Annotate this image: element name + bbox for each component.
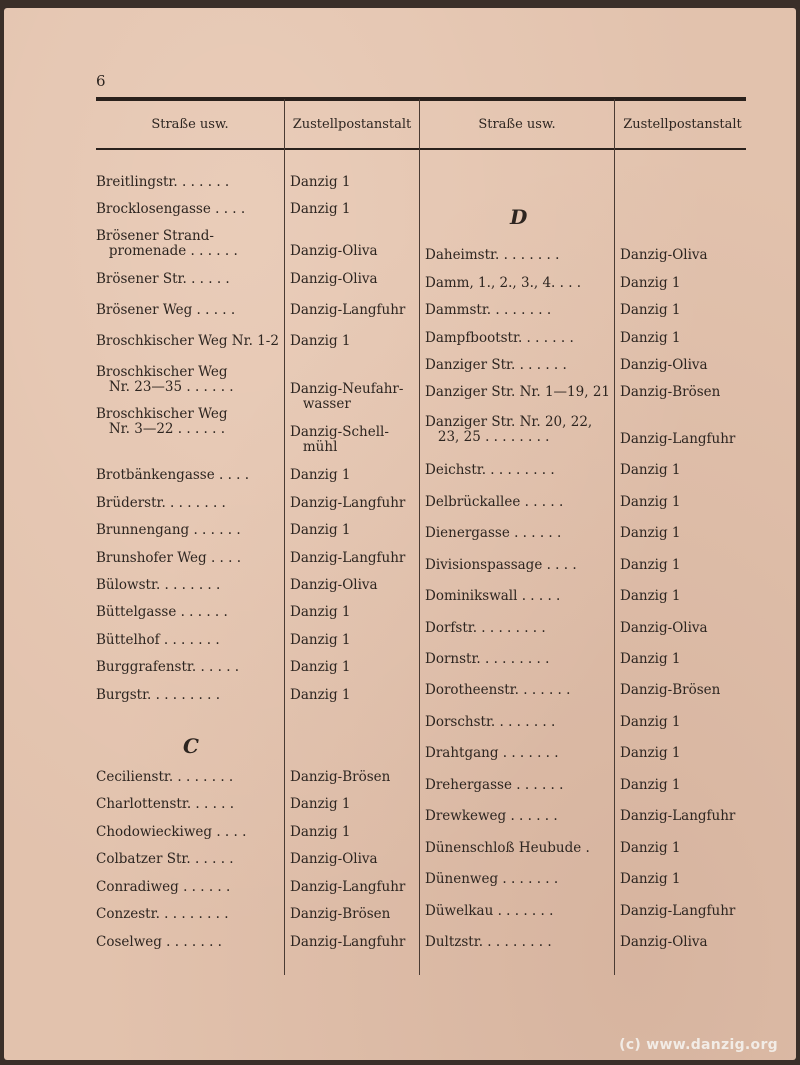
table-row-street: Dammstr. . . . . . . . <box>425 302 552 318</box>
table-row-office: Danzig-Oliva <box>290 271 378 287</box>
table-row-office: Danzig 1 <box>290 467 351 483</box>
table-row-office: Danzig-Langfuhr <box>290 879 406 895</box>
table-row-street: Dünenschloß Heubude . <box>425 840 590 856</box>
column-divider <box>614 99 615 975</box>
table-row-office: Danzig 1 <box>620 840 681 856</box>
table-row-office: Danzig 1 <box>290 201 351 217</box>
table-row-street: Brunshofer Weg . . . . <box>96 550 241 566</box>
table-row-office: Danzig 1 <box>290 796 351 812</box>
table-row-office: Danzig 1 <box>620 871 681 887</box>
header-street-right: Straße usw. <box>478 117 556 132</box>
table-row-office: Danzig-Brösen <box>290 769 391 785</box>
table-row-street: Büttelhof . . . . . . . <box>96 632 220 648</box>
table-row-office: Danzig-Oliva <box>290 243 378 259</box>
table-row-office: Danzig 1 <box>620 745 681 761</box>
header-office-right: Zustellpostanstalt <box>623 117 742 132</box>
table-row-office: Danzig-Langfuhr <box>290 302 406 318</box>
table-row-street: Broschkischer Weg Nr. 23—35 . . . . . . <box>96 364 234 395</box>
table-row-street: Chodowieckiweg . . . . <box>96 824 247 840</box>
table-row-office: Danzig-Oliva <box>620 934 708 950</box>
table-row-street: Dornstr. . . . . . . . . <box>425 651 550 667</box>
table-row-street: Daheimstr. . . . . . . . <box>425 247 560 263</box>
table-row-street: Conradiweg . . . . . . <box>96 879 231 895</box>
table-row-street: Charlottenstr. . . . . . <box>96 796 235 812</box>
table-row-office: Danzig 1 <box>620 777 681 793</box>
table-row-office: Danzig-Schell- mühl <box>290 424 389 455</box>
table-row-street: Broschkischer Weg Nr. 1-2 <box>96 333 279 349</box>
table-row-office: Danzig 1 <box>620 330 681 346</box>
table-row-office: Danzig 1 <box>620 494 681 510</box>
table-row-street: Dultzstr. . . . . . . . . <box>425 934 552 950</box>
header-top-rule <box>96 97 746 101</box>
copyright-watermark: (c) www.danzig.org <box>619 1037 778 1053</box>
table-row-office: Danzig-Langfuhr <box>620 808 736 824</box>
section-letter-c: C <box>183 734 199 758</box>
table-row-office: Danzig-Langfuhr <box>620 903 736 919</box>
table-row-street: Conzestr. . . . . . . . . <box>96 906 229 922</box>
table-row-street: Büttelgasse . . . . . . <box>96 604 228 620</box>
table-row-office: Danzig 1 <box>620 275 681 291</box>
table-row-street: Danziger Str. Nr. 20, 22, 23, 25 . . . . . . . . <box>425 414 593 445</box>
table-row-street: Brösener Weg . . . . . <box>96 302 236 318</box>
table-row-office: Danzig 1 <box>290 632 351 648</box>
table-row-office: Danzig 1 <box>290 687 351 703</box>
table-row-street: Dorschstr. . . . . . . . <box>425 714 556 730</box>
table-row-street: Cecilienstr. . . . . . . . <box>96 769 234 785</box>
header-office-left: Zustellpostanstalt <box>292 117 412 132</box>
table-row-street: Dorotheenstr. . . . . . . <box>425 682 571 698</box>
table-row-street: Brösener Strand- promenade . . . . . . <box>96 228 238 259</box>
table-row-street: Brüderstr. . . . . . . . <box>96 495 226 511</box>
table-row-street: Bülowstr. . . . . . . . <box>96 577 221 593</box>
table-row-office: Danzig-Langfuhr <box>290 550 406 566</box>
table-row-street: Danziger Str. . . . . . . <box>425 357 567 373</box>
table-row-office: Danzig-Brösen <box>620 384 721 400</box>
table-row-office: Danzig 1 <box>290 604 351 620</box>
table-row-office: Danzig-Brösen <box>290 906 391 922</box>
table-row-office: Danzig 1 <box>620 462 681 478</box>
table-row-street: Dominikswall . . . . . <box>425 588 561 604</box>
table-row-street: Dienergasse . . . . . . <box>425 525 562 541</box>
table-row-office: Danzig 1 <box>620 302 681 318</box>
table-row-office: Danzig-Oliva <box>620 247 708 263</box>
table-row-street: Burggrafenstr. . . . . . <box>96 659 240 675</box>
table-row-office: Danzig 1 <box>620 714 681 730</box>
table-row-office: Danzig 1 <box>290 824 351 840</box>
table-row-street: Brunnengang . . . . . . <box>96 522 241 538</box>
table-row-street: Drewkeweg . . . . . . <box>425 808 558 824</box>
table-row-street: Drehergasse . . . . . . <box>425 777 564 793</box>
table-row-office: Danzig-Oliva <box>620 620 708 636</box>
column-divider <box>284 99 285 975</box>
table-row-office: Danzig 1 <box>620 651 681 667</box>
table-row-street: Delbrückallee . . . . . <box>425 494 564 510</box>
table-row-street: Drahtgang . . . . . . . <box>425 745 559 761</box>
table-row-street: Colbatzer Str. . . . . . <box>96 851 234 867</box>
table-row-street: Coselweg . . . . . . . <box>96 934 222 950</box>
table-row-street: Brocklosengasse . . . . <box>96 201 246 217</box>
header-bottom-rule <box>96 148 746 150</box>
table-row-street: Brotbänkengasse . . . . <box>96 467 250 483</box>
table-row-street: Dampfbootstr. . . . . . . <box>425 330 574 346</box>
section-letter-d: D <box>510 205 528 229</box>
table-row-office: Danzig-Oliva <box>620 357 708 373</box>
table-row-office: Danzig-Langfuhr <box>290 934 406 950</box>
table-row-office: Danzig 1 <box>620 588 681 604</box>
table-row-street: Breitlingstr. . . . . . . <box>96 174 230 190</box>
table-row-office: Danzig-Neufahr- wasser <box>290 381 404 412</box>
table-row-office: Danzig 1 <box>290 174 351 190</box>
table-row-office: Danzig 1 <box>620 525 681 541</box>
table-row-office: Danzig-Langfuhr <box>620 431 736 447</box>
table-row-office: Danzig 1 <box>290 659 351 675</box>
table-row-office: Danzig 1 <box>290 333 351 349</box>
table-row-street: Dorfstr. . . . . . . . . <box>425 620 546 636</box>
table-row-office: Danzig-Brösen <box>620 682 721 698</box>
table-row-street: Divisionspassage . . . . <box>425 557 577 573</box>
table-row-office: Danzig-Oliva <box>290 577 378 593</box>
page-number: 6 <box>96 72 106 90</box>
table-row-office: Danzig 1 <box>290 522 351 538</box>
table-row-street: Danziger Str. Nr. 1—19, 21 <box>425 384 610 400</box>
table-row-office: Danzig-Langfuhr <box>290 495 406 511</box>
table-row-street: Dünenweg . . . . . . . <box>425 871 559 887</box>
table-row-office: Danzig-Oliva <box>290 851 378 867</box>
table-row-street: Brösener Str. . . . . . <box>96 271 230 287</box>
table-row-street: Broschkischer Weg Nr. 3—22 . . . . . . <box>96 406 228 437</box>
table-row-street: Deichstr. . . . . . . . . <box>425 462 555 478</box>
column-divider <box>419 99 420 975</box>
table-row-street: Düwelkau . . . . . . . <box>425 903 554 919</box>
header-street-left: Straße usw. <box>151 117 229 132</box>
table-row-office: Danzig 1 <box>620 557 681 573</box>
table-row-street: Damm, 1., 2., 3., 4. . . . <box>425 275 582 291</box>
table-row-street: Burgstr. . . . . . . . . <box>96 687 220 703</box>
